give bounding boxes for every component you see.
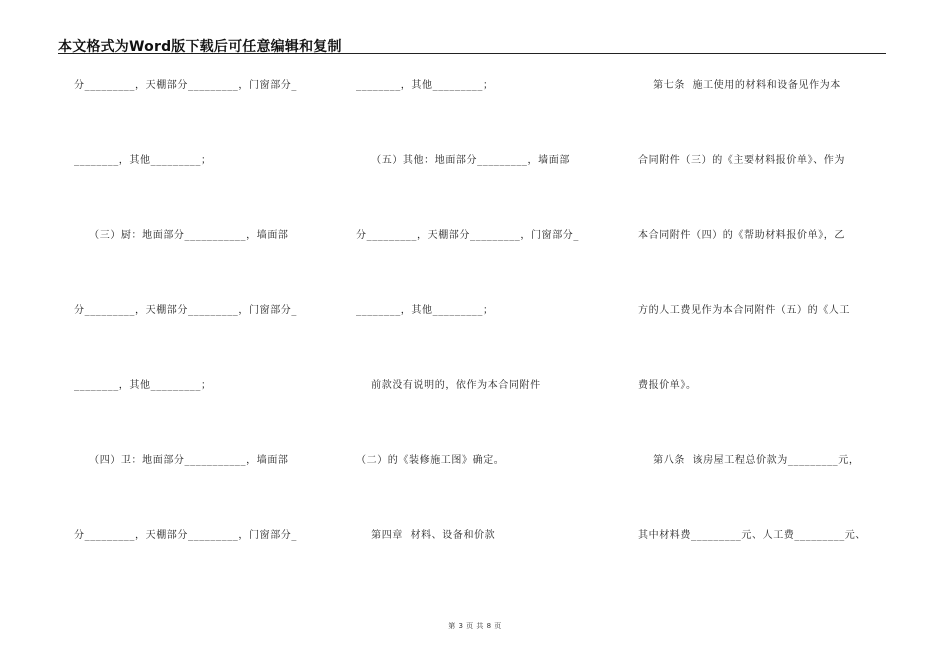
- text-line: 其中材料费_________元、人工费_________元、: [638, 530, 866, 541]
- page-header-title: 本文格式为Word版下载后可任意编辑和复制: [58, 39, 342, 55]
- text-line: 分_________，天棚部分_________，门窗部分_: [74, 80, 297, 91]
- text-line: （四）卫：地面部分___________，墙面部: [74, 455, 289, 466]
- text-line: ________，其他_________；: [74, 380, 212, 391]
- text-line: （五）其他：地面部分_________，墙面部: [356, 155, 570, 166]
- text-line: 分_________，天棚部分_________，门窗部分_: [74, 305, 297, 316]
- chapter-heading: 第四章 材料、设备和价款: [356, 530, 496, 541]
- text-line: 费报价单》。: [638, 380, 697, 391]
- text-line: 分_________，天棚部分_________，门窗部分_: [74, 530, 297, 541]
- text-column-left: [74, 0, 336, 672]
- text-line: ________，其他_________；: [356, 305, 494, 316]
- text-line: 第七条 施工使用的材料和设备见作为本: [638, 80, 841, 91]
- text-line: ________，其他_________；: [356, 80, 494, 91]
- text-column-middle: [356, 0, 622, 672]
- text-column-right: [638, 0, 900, 672]
- text-line: （二）的《装修施工图》确定。: [356, 455, 505, 466]
- page-number: 第 3 页 共 8 页: [448, 622, 502, 630]
- text-line: （三）厨：地面部分___________，墙面部: [74, 230, 289, 241]
- text-line: ________，其他_________；: [74, 155, 212, 166]
- text-line: 本合同附件（四）的《帮助材料报价单》，乙: [638, 230, 845, 241]
- text-line: 前款没有说明的，依作为本合同附件: [356, 380, 541, 391]
- text-line: 合同附件（三）的《主要材料报价单》、作为: [638, 155, 845, 166]
- text-line: 第八条 该房屋工程总价款为_________元，: [638, 455, 860, 466]
- text-line: 方的人工费见作为本合同附件（五）的《人工: [638, 305, 850, 316]
- text-line: 分_________，天棚部分_________，门窗部分_: [356, 230, 579, 241]
